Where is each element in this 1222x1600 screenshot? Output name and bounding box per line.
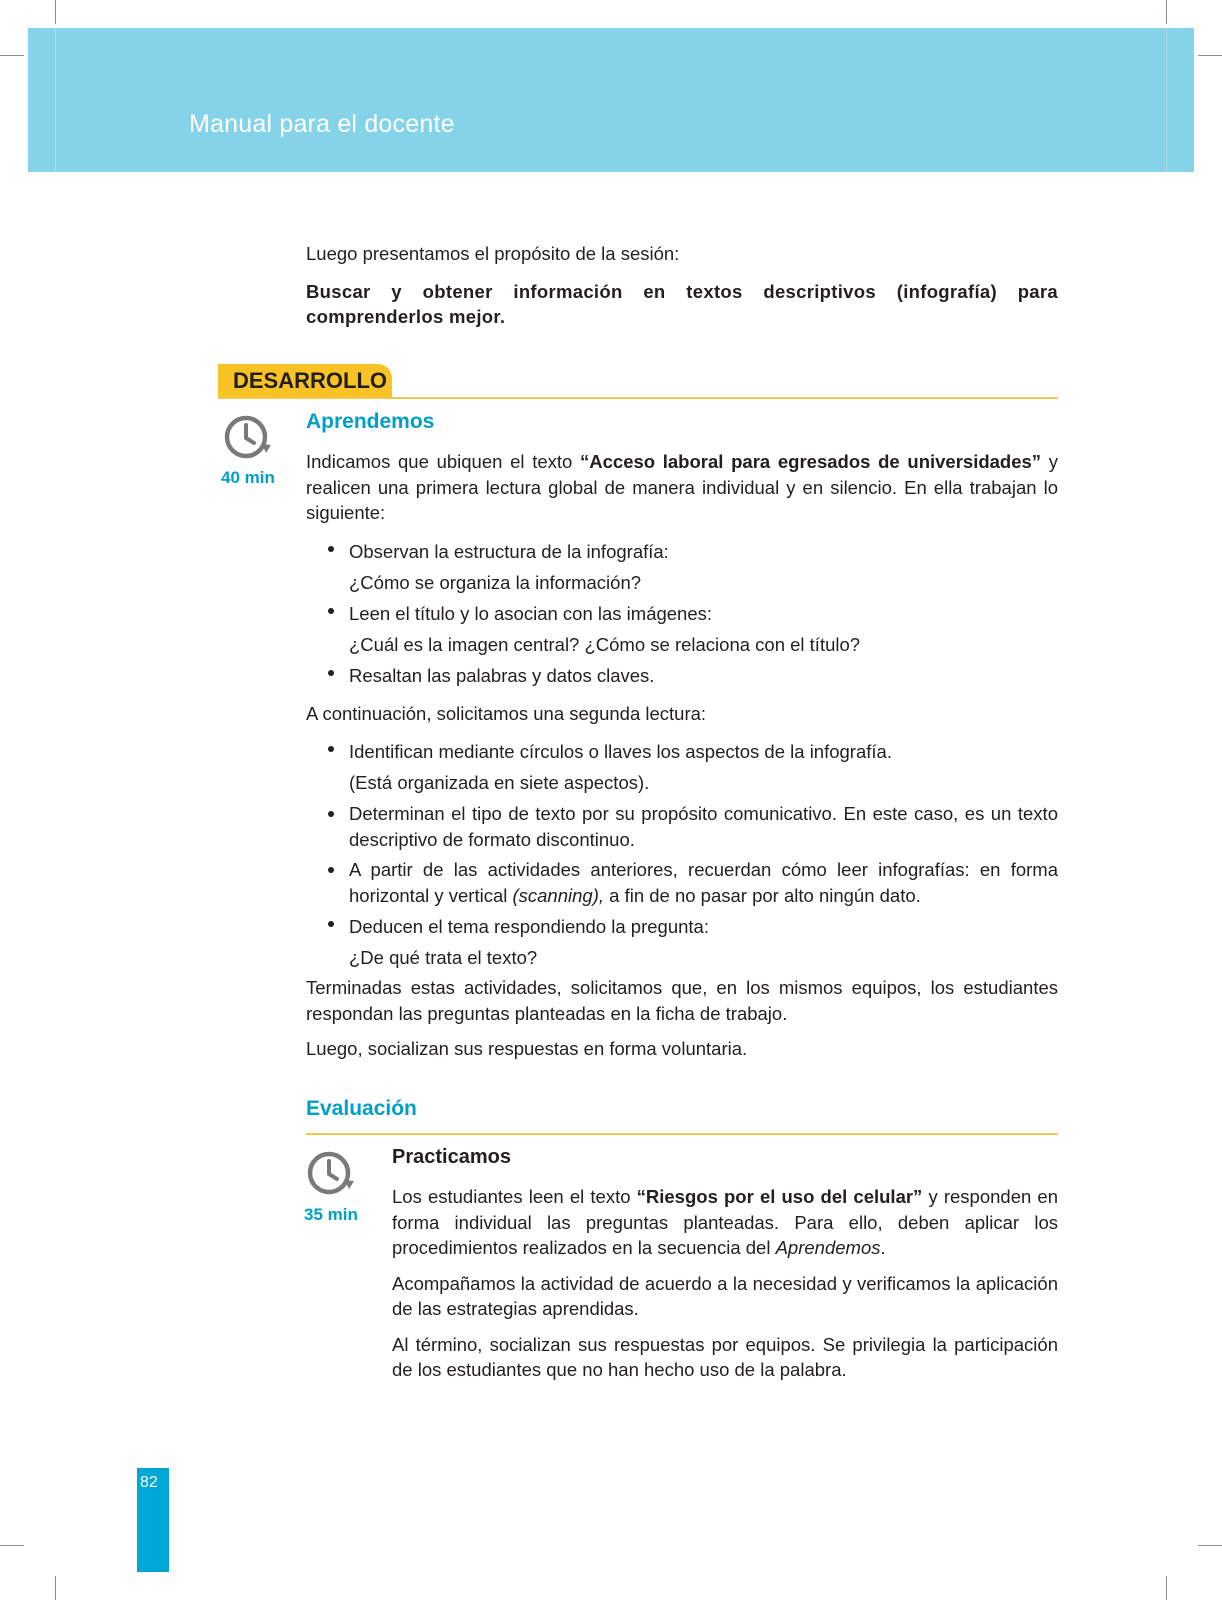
text-span: y responden en forma individual las preguntas planteadas. Para ello, deben aplicar los procedimientos realizados en la secuencia del — [392, 1186, 1058, 1258]
crop-mark — [55, 1576, 56, 1600]
crop-mark — [1198, 1545, 1222, 1546]
evaluacion-heading: Evaluación — [306, 1097, 417, 1120]
crop-mark — [1198, 55, 1222, 56]
list-item-text: a fin de no pasar por alto ningún dato. — [604, 884, 921, 906]
paragraph: Luego, socializan sus respuestas en forma voluntaria. — [306, 1038, 748, 1059]
text-span: . — [880, 1237, 886, 1258]
practicamos-heading: Practicamos — [392, 1146, 511, 1168]
text-italic: Aprendemos — [775, 1237, 881, 1258]
session-purpose: Buscar y obtener información en textos descriptivos (infografía) para comprenderlos mejor. — [306, 280, 1058, 327]
first-reading-list — [306, 536, 1058, 691]
paragraph: A continuación, solicitamos una segunda lectura: — [306, 702, 707, 724]
list-item — [306, 911, 1058, 942]
paragraph — [306, 449, 1058, 526]
duration-label: 35 min — [304, 1205, 358, 1224]
list-item — [306, 598, 1058, 629]
crop-mark — [0, 1545, 24, 1546]
list-item-text: Observan la estructura de la infografía: — [349, 540, 669, 562]
list-item-sub: ¿De qué trata el texto? — [349, 947, 538, 968]
crop-mark — [55, 0, 56, 24]
list-item-text: Determinan el tipo de texto por su propósito comunicativo. En este caso, es un texto descriptivo de formato discontinuo. — [349, 803, 1058, 850]
header-band — [28, 28, 1194, 172]
paragraph: Al término, socializan sus respuestas por equipos. Se privilegia la participación de los estudiantes que no han hecho uso de la palabra. — [392, 1333, 1058, 1380]
list-item-sub: ¿Cómo se organiza la información? — [349, 571, 642, 593]
text-span: y realicen una primera lectura global de manera individual y en silencio. En ella trabajan lo siguiente: — [306, 451, 1059, 523]
list-item — [306, 536, 1058, 567]
list-item — [306, 736, 1058, 767]
list-item-text: Leen el título y lo asocian con las imágenes: — [349, 602, 713, 624]
list-item-text: A partir de las actividades anteriores, recuerdan cómo leer infografías: en forma horizontal y vertical — [349, 859, 1058, 906]
page-number: 82 — [140, 1474, 158, 1491]
list-item-text: Deducen el tema respondiendo la pregunta: — [349, 916, 709, 937]
list-item-italic: (scanning), — [512, 884, 604, 906]
paragraph: Acompañamos la actividad de acuerdo a la necesidad y verificamos la aplicación de las estrategias aprendidas. — [392, 1272, 1058, 1319]
practicamos-body — [392, 1184, 1058, 1383]
list-item — [306, 660, 1058, 691]
desarrollo-divider — [218, 397, 1058, 399]
crop-mark — [1166, 1576, 1167, 1600]
text-title-reference: “Acceso laboral para egresados de universidades” — [580, 451, 1042, 472]
text-span: Indicamos que ubiquen el texto — [306, 451, 580, 472]
aprendemos-body — [306, 449, 1058, 1062]
crop-mark — [1166, 28, 1167, 172]
evaluacion-divider — [306, 1133, 1058, 1135]
intro-line: Luego presentamos el propósito de la sesión: — [306, 243, 680, 264]
paragraph — [392, 1184, 1058, 1261]
crop-mark — [0, 55, 24, 56]
text-title-reference: “Riesgos por el uso del celular” — [636, 1186, 923, 1207]
intro-section — [306, 241, 1058, 330]
list-item-sub: ¿Cuál es la imagen central? ¿Cómo se relaciona con el título? — [349, 633, 861, 655]
duration-label: 40 min — [221, 468, 275, 487]
clock-icon — [305, 1147, 357, 1199]
text-span: Los estudiantes leen el texto — [392, 1186, 637, 1207]
second-reading-list — [306, 736, 1058, 973]
paragraph: Terminadas estas actividades, solicitamos que, en los mismos equipos, los estudiantes respondan las preguntas planteadas en la ficha de trabajo. — [306, 977, 1058, 1024]
aprendemos-heading: Aprendemos — [306, 410, 435, 433]
desarrollo-label: DESARROLLO — [233, 368, 387, 393]
list-item-sub: (Está organizada en siete aspectos). — [349, 772, 650, 793]
crop-mark — [55, 28, 56, 172]
crop-mark — [1166, 0, 1167, 24]
list-item — [306, 801, 1058, 852]
list-item-text: Identifican mediante círculos o llaves los aspectos de la infografía. — [349, 741, 892, 762]
page-number-tab — [137, 1468, 169, 1572]
header-title: Manual para el docente — [189, 110, 455, 138]
list-item — [306, 857, 1058, 908]
clock-icon — [222, 411, 274, 463]
desarrollo-tab — [218, 364, 392, 398]
list-item-text: Resaltan las palabras y datos claves. — [349, 664, 655, 686]
